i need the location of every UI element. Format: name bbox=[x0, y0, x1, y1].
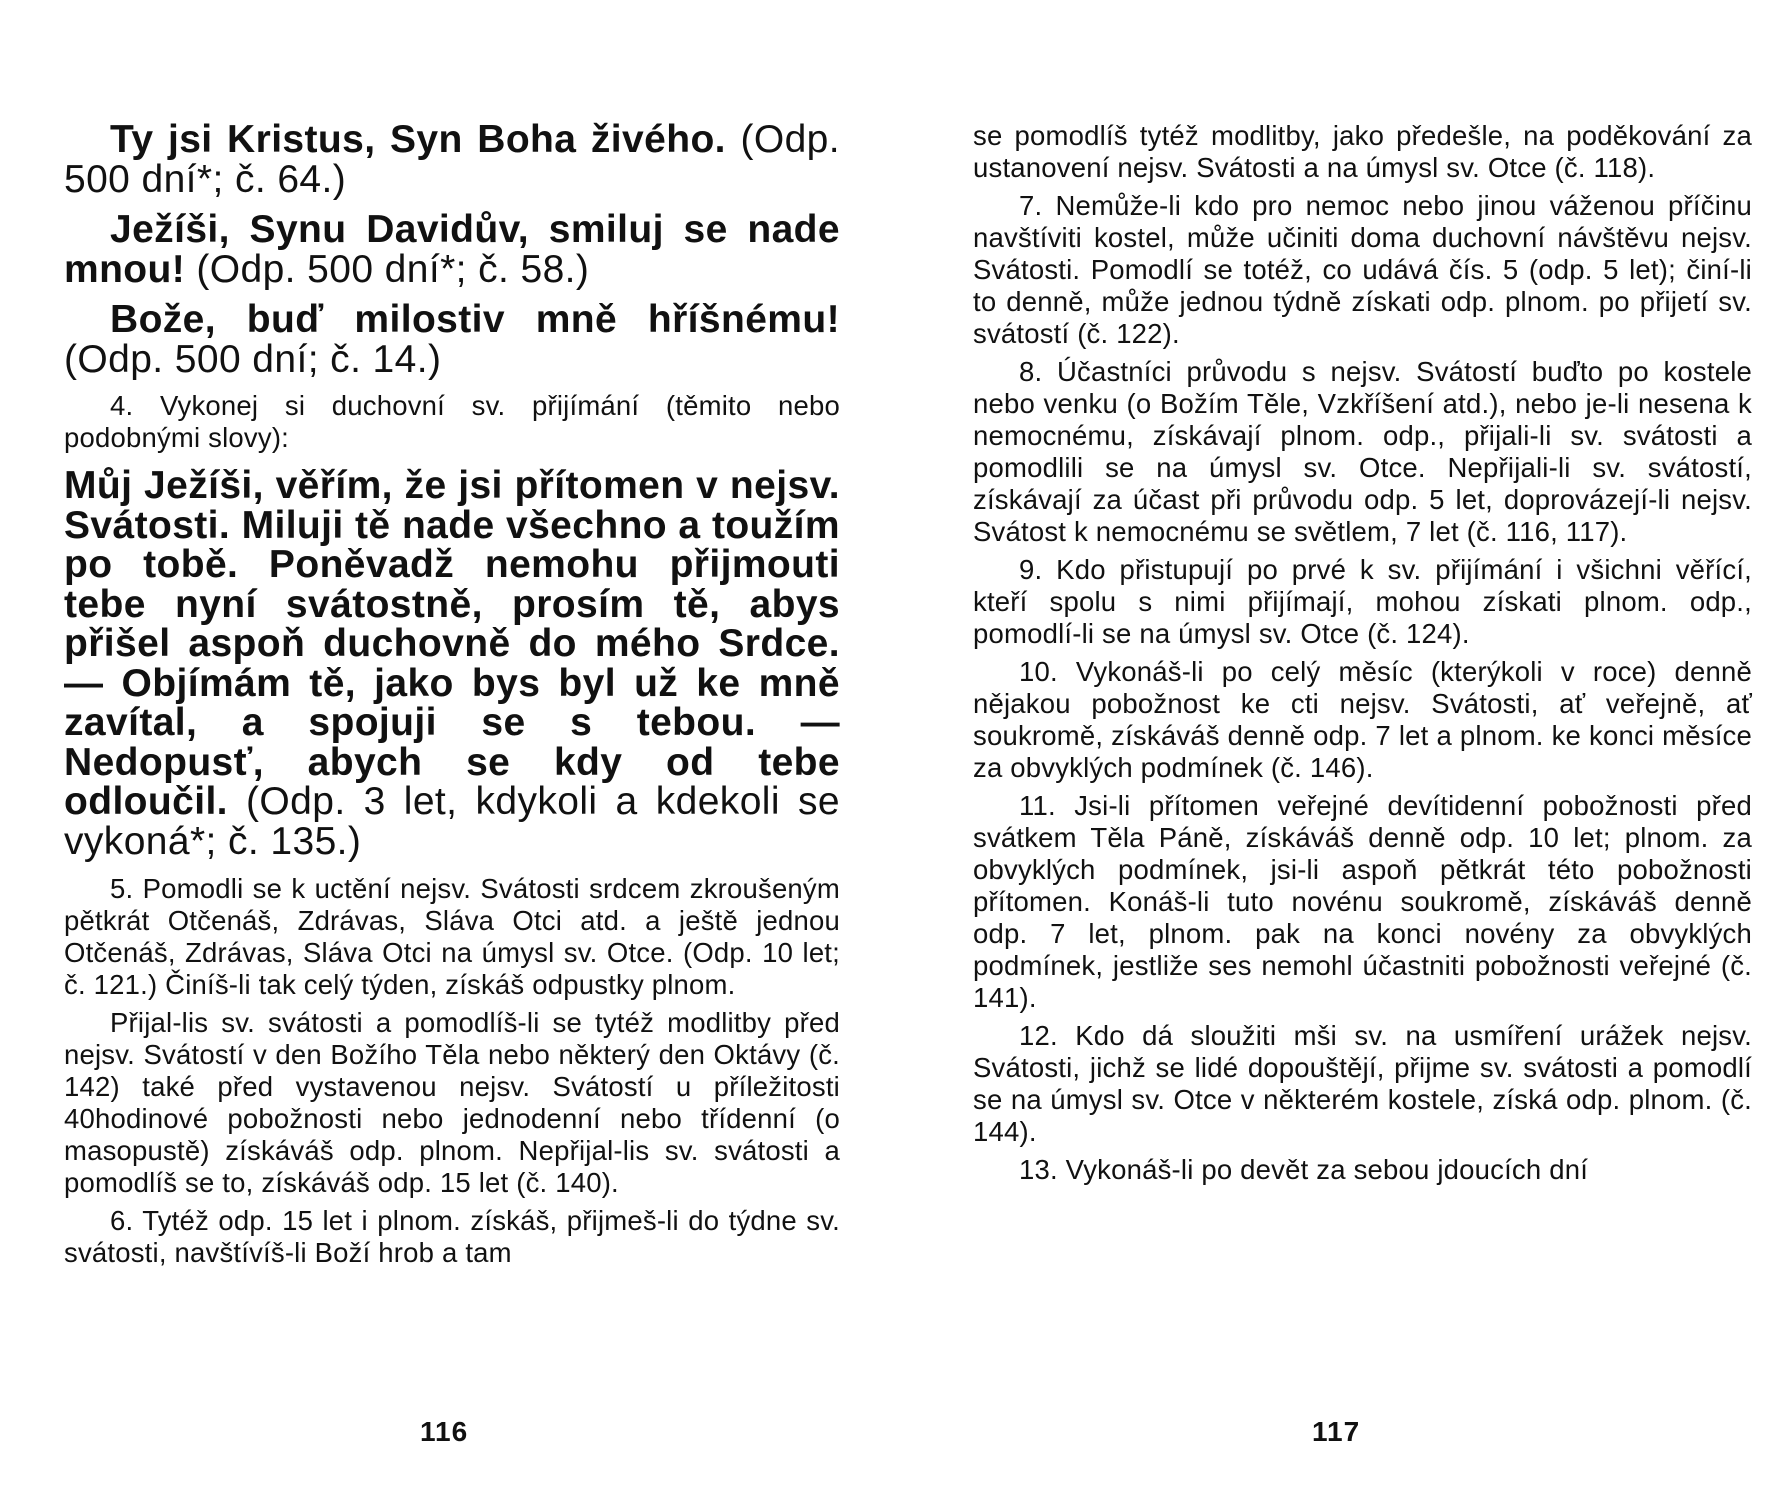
invocation-1 bbox=[64, 120, 840, 200]
item-12: 12. Kdo dá sloužiti mši sv. na usmíření urážek nejsv. Svátosti, jichž se lidé dopouštějí, přijme sv. svátosti a pomodlí se na úmysl sv. Otce v některém kostele, získá odp. plnom. (č. 144). bbox=[973, 1020, 1752, 1147]
invocation-2-text: Ježíši, Synu Davidův, smiluj se nade mnou! bbox=[64, 208, 840, 291]
item-13: 13. Vykonáš-li po devět za sebou jdoucích dní bbox=[1019, 1154, 1589, 1185]
invocation-3 bbox=[64, 300, 840, 380]
item-7: 7. Nemůže-li kdo pro nemoc nebo jinou váženou příčinu navštíviti kostel, může učiniti doma duchovní návštěvu nejsv. Svátosti. Pomodlí se totéž, co udává čís. 5 (odp. 5 let); činí-li to denně, může jednou týdně získati odp. plnom. po přijetí sv. svátostí (č. 122). bbox=[973, 190, 1752, 349]
invocation-3-text: Bože, buď milostiv mně hříšnému! bbox=[110, 298, 840, 341]
invocation-2-indulgence: (Odp. 500 dní*; č. 58.) bbox=[185, 248, 590, 291]
item-10: 10. Vykonáš-li po celý měsíc (kterýkoli v roce) denně nějakou pobožnost ke cti nejsv. Svátosti, ať veřejně, ať soukromě, získáváš denně odp. 7 let a plnom. ke konci měsíce za obvyklých podmínek (č. 146). bbox=[973, 656, 1752, 783]
item-6: 6. Tytéž odp. 15 let i plnom. získáš, přijmeš-li do týdne sv. svátosti, navštívíš-li Boží hrob a tam bbox=[64, 1205, 840, 1268]
right-text-column bbox=[973, 120, 1752, 1192]
invocation-3-indulgence: (Odp. 500 dní; č. 14.) bbox=[64, 338, 442, 381]
page-number: 116 bbox=[420, 1416, 469, 1447]
item-5-continuation: Přijal-lis sv. svátosti a pomodlíš-li se tytéž modlitby před nejsv. Svátostí v den Božího Těla nebo některý den Oktávy (č. 142) také před vystavenou nejsv. Svátostí u příležitosti 40hodinové pobožnosti nebo jednodenní nebo třídenní (o masopustě) získáváš odp. plnom. Nepřijal-lis sv. svátosti a pomodlíš se to, získáváš odp. 15 let (č. 140). bbox=[64, 1007, 840, 1198]
left-text-column bbox=[64, 120, 840, 1275]
item-6-continuation: se pomodlíš tytéž modlitby, jako předešle, na poděkování za ustanovení nejsv. Svátosti a na úmysl sv. Otce (č. 118). bbox=[973, 120, 1752, 183]
item-9: 9. Kdo přistupují po prvé k sv. přijímání i všichni věřící, kteří spolu s nimi přijímají, mohou získati plnom. odp., pomodlí-li se na úmysl sv. Otce (č. 124). bbox=[973, 554, 1752, 649]
spiritual-communion-prayer bbox=[64, 466, 840, 861]
item-11: 11. Jsi-li přítomen veřejné devítidenní pobožnosti před svátkem Těla Páně, získáváš denně odp. 10 let; plnom. za obvyklých podmínek, jsi-li aspoň pětkrát této pobožnosti přítomen. Konáš-li tuto novénu soukromě, získáváš denně odp. 7 let, plnom. pak na konci novény za obvyklých podmínek, jestliže ses nemohl účastniti pobožnosti veřejné (č. 141). bbox=[973, 790, 1752, 1013]
invocation-1-indulgence: (Odp. 500 dní*; č. 64.) bbox=[64, 118, 840, 201]
prayer-text: Můj Ježíši, věřím, že jsi přítomen v nejsv. Svátosti. Miluji tě nade všechno a toužím po tobě. Poněvadž nemohu přijmouti tebe nyní svátostně, prosím tě, abys přišel aspoň duchovně do mého Srdce. — Objímám tě, jako bys byl už ke mně zavítal, a spojuji se s tebou. — Nedopusť, abych se kdy od tebe odloučil. bbox=[64, 464, 840, 823]
page-number: 117 bbox=[1312, 1416, 1361, 1447]
item-5: 5. Pomodli se k uctění nejsv. Svátosti srdcem zkroušeným pětkrát Otčenáš, Zdrávas, Sláva Otci atd. a ještě jednou Otčenáš, Zdrávas, Sláva Otci na úmysl sv. Otce. (Odp. 10 let; č. 121.) Činíš-li tak celý týden, získáš odpustky plnom. bbox=[64, 873, 840, 1000]
invocation-2 bbox=[64, 210, 840, 290]
right-page bbox=[895, 0, 1790, 1500]
item-8: 8. Účastníci průvodu s nejsv. Svátostí buďto po kostele nebo venku (o Božím Těle, Vzkříšení atd.), nebo je-li nesena k nemocnému, získávají plnom. odp., přijali-li sv. svátosti a pomodlili se na úmysl sv. Otce. Nepřijali-li sv. svátostí, získávají za účast při průvodu odp. 5 let, doprovázejí-li nejsv. Svátost k nemocnému se světlem, 7 let (č. 116, 117). bbox=[973, 356, 1752, 547]
invocation-1-text: Ty jsi Kristus, Syn Boha živého. bbox=[110, 118, 726, 161]
prayer-indulgence: (Odp. 3 let, kdykoli a kdekoli se vykoná*; č. 135.) bbox=[64, 780, 840, 863]
item-4-intro: 4. Vykonej si duchovní sv. přijímání (těmito nebo podobnými slovy): bbox=[64, 390, 840, 453]
